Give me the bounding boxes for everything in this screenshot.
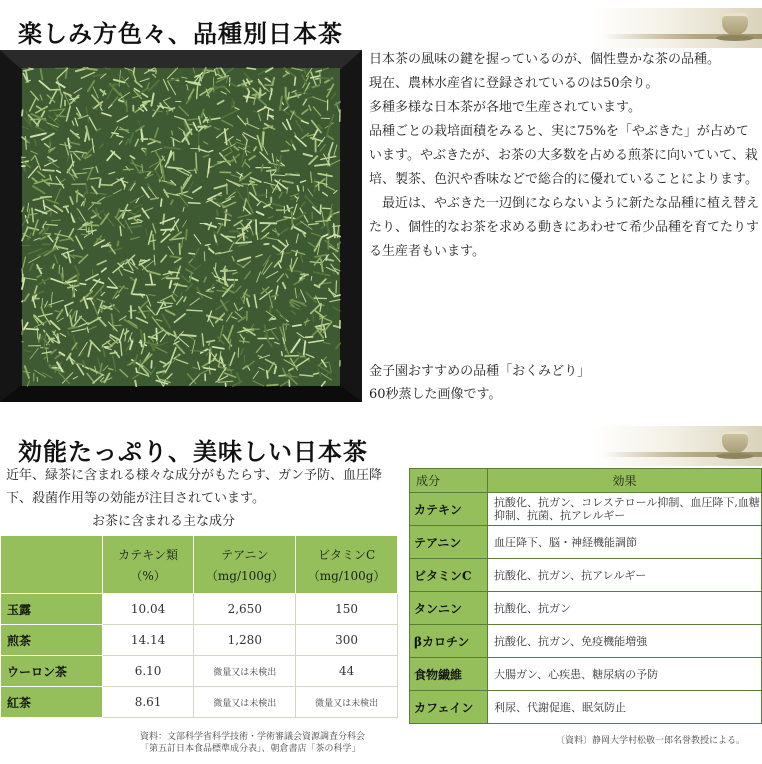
tea-leaves-photo bbox=[0, 50, 362, 402]
row-header: タンニン bbox=[410, 592, 488, 625]
table-cell: 大腸ガン、心疾患、糖尿病の予防 bbox=[488, 658, 762, 691]
table-cell: 微量又は未検出 bbox=[194, 656, 296, 687]
table-cell: 8.61 bbox=[102, 687, 194, 718]
source-note-right: 〔資料〕静岡大学村松敬一郎名誉教授による。 bbox=[556, 736, 746, 746]
paragraph: 最近は、やぶきた一辺倒にならないように新たな品種に植え替えたり、個性的なお茶を求める動きにあわせて希少品種を育てたりする生産者もいます。 bbox=[369, 196, 760, 259]
paragraph: 日本茶の風味の鍵を握っているのが、個性豊かな茶の品種。 bbox=[369, 52, 721, 67]
row-header: 食物繊維 bbox=[410, 658, 488, 691]
paragraph: 現在、農林水産省に登録されているのは50余り。 bbox=[369, 76, 659, 91]
table-row bbox=[410, 559, 762, 592]
row-header: ウーロン茶 bbox=[1, 656, 103, 687]
table-row bbox=[410, 691, 762, 724]
source-note-left: 資料：文部科学省科学技術・学術審議会資源調査分科会 「第五訂日本食品標準成分表」、朝倉書店「茶の科学」 bbox=[140, 732, 366, 754]
corner-cell bbox=[1, 536, 103, 594]
row-header: ビタミンC bbox=[410, 559, 488, 592]
column-header: カテキン類 （%） bbox=[102, 536, 194, 594]
table-row bbox=[410, 493, 762, 526]
table-cell: 14.14 bbox=[102, 625, 194, 656]
section-title: 楽しみ方色々、品種別日本茶 bbox=[18, 19, 343, 48]
table-cell: 44 bbox=[296, 656, 398, 687]
row-header: 煎茶 bbox=[1, 625, 103, 656]
caption-line: 60秒蒸した画像です。 bbox=[369, 387, 502, 402]
row-header: 紅茶 bbox=[1, 687, 103, 718]
teacup-decoration bbox=[592, 426, 762, 466]
table-cell: 利尿、代謝促進、眠気防止 bbox=[488, 691, 762, 724]
teacup-icon bbox=[722, 13, 748, 35]
table-cell: 150 bbox=[296, 594, 398, 625]
photo-caption bbox=[369, 360, 759, 406]
paragraph: 品種ごとの栽培面積をみると、実に75%を「やぶきた」が占めています。やぶきたが、お茶の大多数を占める煎茶に向いていて、栽培、製茶、色沢や香味などで総合的に優れていることによります。 bbox=[369, 124, 758, 187]
section-title: 効能たっぷり、美味しい日本茶 bbox=[18, 437, 368, 466]
components-table-title: お茶に含まれる主な成分 bbox=[92, 514, 236, 529]
table-cell: 300 bbox=[296, 625, 398, 656]
table-cell: 2,650 bbox=[194, 594, 296, 625]
teacup-icon bbox=[722, 431, 748, 453]
table-cell: 抗酸化、抗ガン、免疫機能増強 bbox=[488, 625, 762, 658]
table-row bbox=[1, 594, 398, 625]
row-header: 玉露 bbox=[1, 594, 103, 625]
table-row bbox=[410, 526, 762, 559]
row-header: テアニン bbox=[410, 526, 488, 559]
table-cell: 1,280 bbox=[194, 625, 296, 656]
tea-leaves-illustration bbox=[0, 50, 362, 402]
table-cell: 10.04 bbox=[102, 594, 194, 625]
varieties-description bbox=[369, 48, 759, 264]
row-header: カテキン bbox=[410, 493, 488, 526]
table-cell: 微量又は未検出 bbox=[194, 687, 296, 718]
table-cell: 抗酸化、抗ガン bbox=[488, 592, 762, 625]
table-row bbox=[410, 625, 762, 658]
row-header: カフェイン bbox=[410, 691, 488, 724]
row-header: βカロチン bbox=[410, 625, 488, 658]
paragraph: 多種多様な日本茶が各地で生産されています。 bbox=[369, 100, 641, 115]
table-cell: 血圧降下、脳・神経機能調節 bbox=[488, 526, 762, 559]
table-cell: 抗酸化、抗ガン、抗アレルギー bbox=[488, 559, 762, 592]
teacup-decoration bbox=[592, 8, 762, 48]
column-header: 効果 bbox=[488, 469, 762, 493]
benefits-intro: 近年、緑茶に含まれる様々な成分がもたらす、ガン予防、血圧降下、殺菌作用等の効能が注目されています。 bbox=[6, 468, 382, 506]
table-cell: 微量又は未検出 bbox=[296, 687, 398, 718]
table-row bbox=[1, 656, 398, 687]
column-header: テアニン （mg/100g） bbox=[194, 536, 296, 594]
table-row bbox=[1, 687, 398, 718]
table-row bbox=[1, 625, 398, 656]
table-row bbox=[410, 658, 762, 691]
section-heading-varieties bbox=[0, 8, 762, 52]
table-row bbox=[410, 592, 762, 625]
column-header: 成分 bbox=[410, 469, 488, 493]
table-cell: 6.10 bbox=[102, 656, 194, 687]
components-table bbox=[0, 535, 398, 718]
effects-table bbox=[409, 468, 762, 724]
column-header: ビタミンC （mg/100g） bbox=[296, 536, 398, 594]
caption-line: 金子園おすすめの品種「おくみどり」 bbox=[369, 364, 591, 379]
table-cell: 抗酸化、抗ガン、コレステロール抑制、血圧降下,血糖抑制、抗菌、抗アレルギー bbox=[488, 493, 762, 526]
